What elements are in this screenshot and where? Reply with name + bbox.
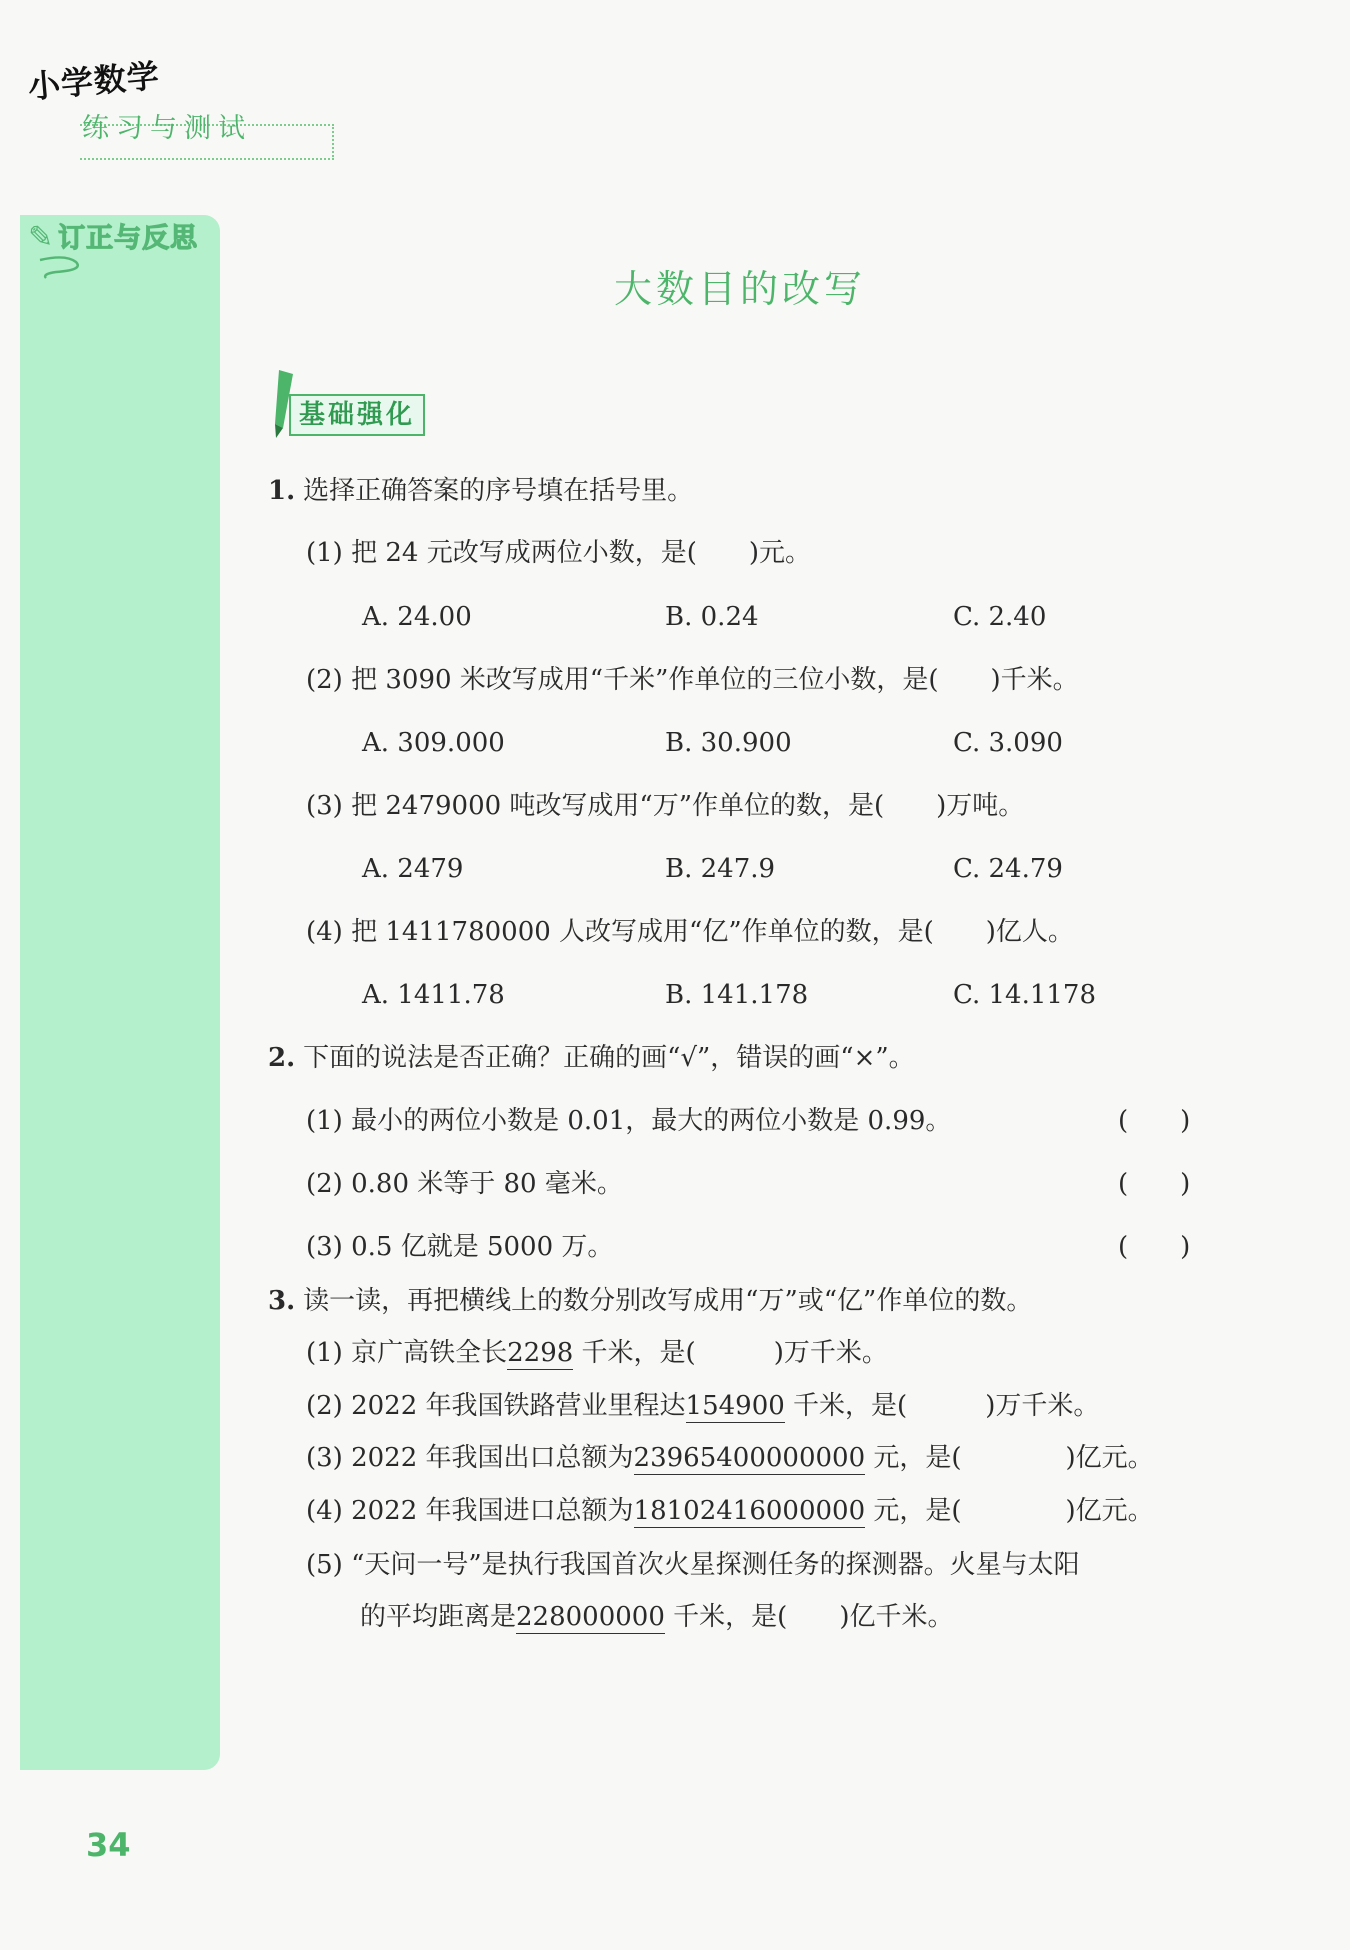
q1-item-2-option-a: A. 309.000 xyxy=(362,728,505,758)
q1-item-4-option-a: A. 1411.78 xyxy=(362,980,505,1010)
book-brand-title: 小学数学 xyxy=(26,56,162,106)
correction-sidebar xyxy=(20,215,220,1770)
q1-item-3-option-c: C. 24.79 xyxy=(953,854,1063,884)
q1-item-3: (3) 把 2479000 吨改写成用“万”作单位的数，是( )万吨。 xyxy=(306,791,1025,821)
q2-item-3-answer-blank[interactable]: ( ) xyxy=(1118,1232,1191,1262)
q1-item-4-option-b: B. 141.178 xyxy=(665,980,809,1010)
underlined-number: 23965400000000 xyxy=(633,1443,866,1473)
question-3: 3. 读一读，再把横线上的数分别改写成用“万”或“亿”作单位的数。 xyxy=(268,1286,1033,1316)
underlined-number: 2298 xyxy=(507,1338,574,1368)
q2-item-1: (1) 最小的两位小数是 0.01，最大的两位小数是 0.99。 xyxy=(306,1106,952,1136)
q1-item-1: (1) 把 24 元改写成两位小数，是( )元。 xyxy=(306,538,811,568)
q1-item-1-option-a: A. 24.00 xyxy=(362,602,472,632)
q1-item-3-option-b: B. 247.9 xyxy=(665,854,776,884)
q1-item-1-option-c: C. 2.40 xyxy=(953,602,1047,632)
q1-item-1-option-b: B. 0.24 xyxy=(665,602,759,632)
pencil-icon: ✎ xyxy=(28,220,55,255)
q3-item-2: (2) 2022 年我国铁路营业里程达154900 千米，是( )万千米。 xyxy=(306,1391,1100,1421)
q3-item-5: (5) “天问一号”是执行我国首次火星探测任务的探测器。火星与太阳 xyxy=(306,1550,1080,1580)
question-1: 1. 选择正确答案的序号填在括号里。 xyxy=(268,476,694,506)
q1-item-2-option-b: B. 30.900 xyxy=(665,728,792,758)
underlined-number: 18102416000000 xyxy=(633,1496,866,1526)
underlined-number: 154900 xyxy=(685,1391,785,1421)
q3-item-3: (3) 2022 年我国出口总额为23965400000000 元，是( )亿元。 xyxy=(306,1443,1154,1473)
q2-item-2: (2) 0.80 米等于 80 毫米。 xyxy=(306,1169,623,1199)
page-title: 大数目的改写 xyxy=(613,267,866,311)
underlined-number: 228000000 xyxy=(516,1602,665,1632)
q3-item-1: (1) 京广高铁全长2298 千米，是( )万千米。 xyxy=(306,1338,888,1368)
q3-item-5-line-2: 的平均距离是228000000 千米，是( )亿千米。 xyxy=(360,1602,954,1632)
q2-item-2-answer-blank[interactable]: ( ) xyxy=(1118,1169,1191,1199)
q1-item-4-option-c: C. 14.1178 xyxy=(953,980,1097,1010)
section-label: 基础强化 xyxy=(289,394,425,436)
q1-item-2-option-c: C. 3.090 xyxy=(953,728,1063,758)
question-2: 2. 下面的说法是否正确？正确的画“√”，错误的画“×”。 xyxy=(268,1043,915,1073)
q2-item-3: (3) 0.5 亿就是 5000 万。 xyxy=(306,1232,614,1262)
sidebar-tab-label: 订正与反思 xyxy=(58,223,199,254)
page-number: 34 xyxy=(86,1826,131,1864)
q2-item-1-answer-blank[interactable]: ( ) xyxy=(1118,1106,1191,1136)
q1-item-4: (4) 把 1411780000 人改写成用“亿”作单位的数，是( )亿人。 xyxy=(306,917,1074,947)
q1-item-2: (2) 把 3090 米改写成用“千米”作单位的三位小数，是( )千米。 xyxy=(306,665,1079,695)
sidebar-tab xyxy=(28,216,198,255)
q1-item-3-option-a: A. 2479 xyxy=(362,854,464,884)
q3-item-4: (4) 2022 年我国进口总额为18102416000000 元，是( )亿元。 xyxy=(306,1496,1154,1526)
book-brand-subtitle: 练习与测试 xyxy=(82,113,252,144)
